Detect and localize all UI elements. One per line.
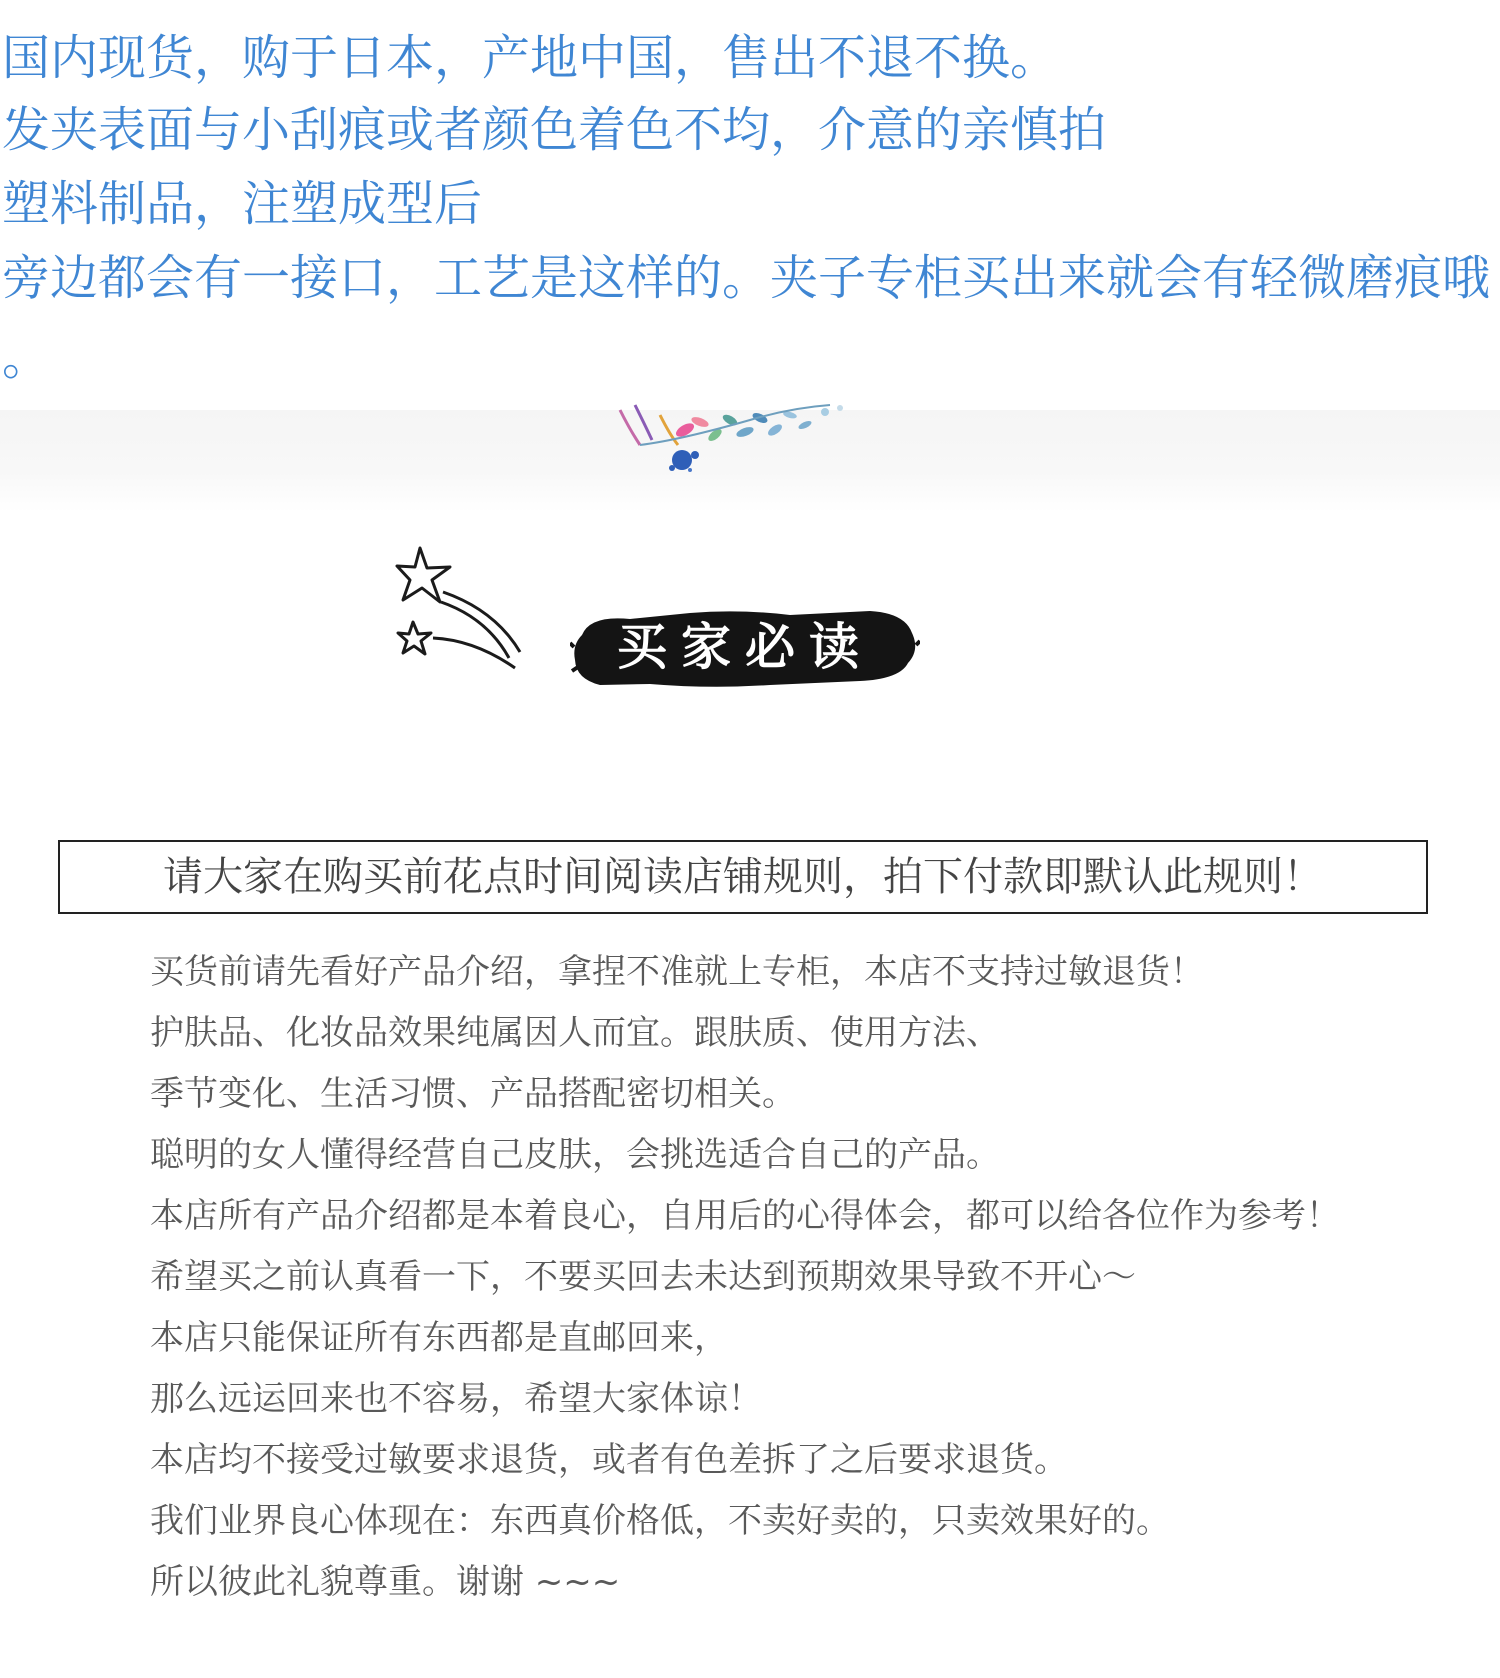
notice-line-4: 旁边都会有一接口，工艺是这样的。夹子专柜买出来就会有轻微磨痕哦 [2,250,1491,306]
rules-box [58,840,1428,914]
body-line-4: 聪明的女人懂得经营自己皮肤，会挑选适合自己的产品。 [150,1135,1000,1175]
body-line-10: 我们业界良心体现在：东西真价格低，不卖好卖的，只卖效果好的。 [150,1501,1170,1541]
buyer-must-read-heading [570,605,920,690]
heading-text: 买家必读 [617,618,873,676]
notice-line-1: 国内现货，购于日本，产地中国，售出不退不换。 [2,30,1059,86]
rules-box-text: 请大家在购买前花点时间阅读店铺规则，拍下付款即默认此规则！ [163,854,1323,900]
shooting-stars-icon [395,540,535,670]
body-line-11: 所以彼此礼貌尊重。谢谢 ~~~ [150,1562,621,1602]
body-line-7: 本店只能保证所有东西都是直邮回来， [150,1318,728,1358]
body-line-8: 那么远运回来也不容易，希望大家体谅！ [150,1379,762,1419]
body-line-5: 本店所有产品介绍都是本着良心，自用后的心得体会，都可以给各位作为参考！ [150,1196,1340,1236]
body-line-1: 买货前请先看好产品介绍，拿捏不准就上专柜，本店不支持过敏退货！ [150,952,1204,992]
notice-line-5: 。 [2,330,51,386]
body-line-9: 本店均不接受过敏要求退货，或者有色差拆了之后要求退货。 [150,1440,1068,1480]
notice-line-2: 发夹表面与小刮痕或者颜色着色不均，介意的亲慎拍 [2,102,1107,158]
floral-watercolor-icon [600,400,900,500]
notice-line-3: 塑料制品，注塑成型后 [2,176,483,232]
body-line-3: 季节变化、生活习惯、产品搭配密切相关。 [150,1074,796,1114]
body-line-2: 护肤品、化妆品效果纯属因人而宜。跟肤质、使用方法、 [150,1013,1000,1053]
body-line-6: 希望买之前认真看一下，不要买回去未达到预期效果导致不开心～ [150,1257,1136,1297]
